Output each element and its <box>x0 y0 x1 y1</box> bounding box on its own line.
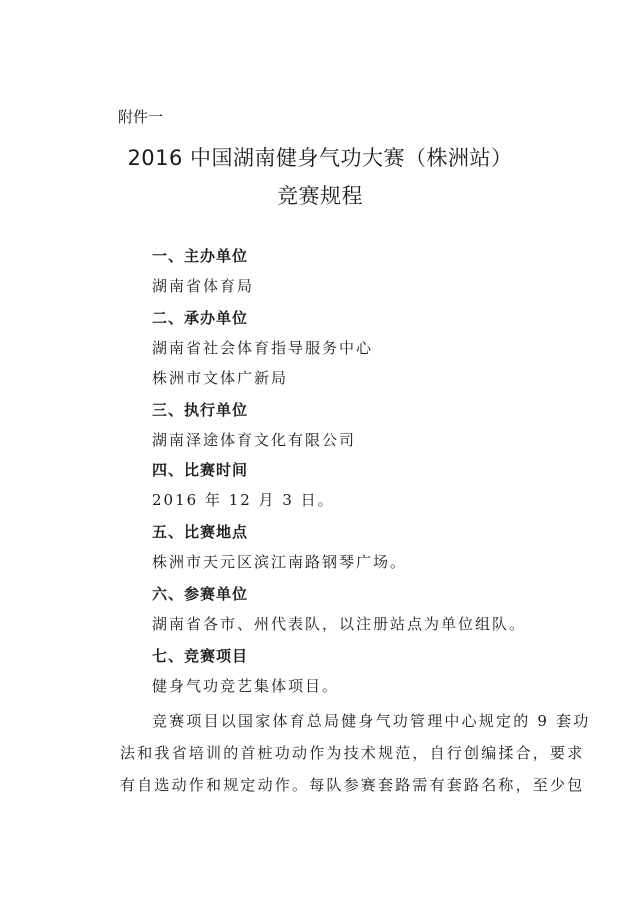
section-heading-events: 七、竞赛项目 <box>152 647 249 665</box>
section-text-participants: 湖南省各市、州代表队，以注册站点为单位组队。 <box>152 615 527 633</box>
section-text-events: 健身气功竞艺集体项目。 <box>152 677 340 695</box>
paragraph-line: 法和我省培训的首桩功动作为技术规范，自行创编揉合，要求 <box>120 744 585 762</box>
paragraph-line: 竞赛项目以国家体育总局健身气功管理中心规定的 9 套功 <box>152 712 591 730</box>
section-text-host-1: 湖南省社会体育指导服务中心 <box>152 339 374 357</box>
section-text-host-2: 株洲市文体广新局 <box>152 369 289 387</box>
section-heading-organizer: 一、主办单位 <box>152 247 249 265</box>
section-text-venue: 株洲市天元区滨江南路钢琴广场。 <box>152 553 408 571</box>
section-heading-executor: 三、执行单位 <box>152 401 249 419</box>
section-heading-time: 四、比赛时间 <box>152 461 249 479</box>
section-text-executor: 湖南泽途体育文化有限公司 <box>152 431 357 449</box>
section-text-organizer: 湖南省体育局 <box>152 277 255 295</box>
section-heading-host: 二、承办单位 <box>152 309 249 327</box>
body-paragraph <box>120 705 600 801</box>
section-text-time: 2016 年 12 月 3 日。 <box>152 491 335 509</box>
attachment-label: 附件一 <box>118 108 164 126</box>
document-subtitle: 竞赛规程 <box>277 184 363 208</box>
document-title: 2016 中国湖南健身气功大赛（株洲站） <box>127 146 513 170</box>
section-heading-venue: 五、比赛地点 <box>152 523 249 541</box>
section-heading-participants: 六、参赛单位 <box>152 585 249 603</box>
paragraph-line: 有自选动作和规定动作。每队参赛套路需有套路名称，至少包 <box>120 776 585 794</box>
